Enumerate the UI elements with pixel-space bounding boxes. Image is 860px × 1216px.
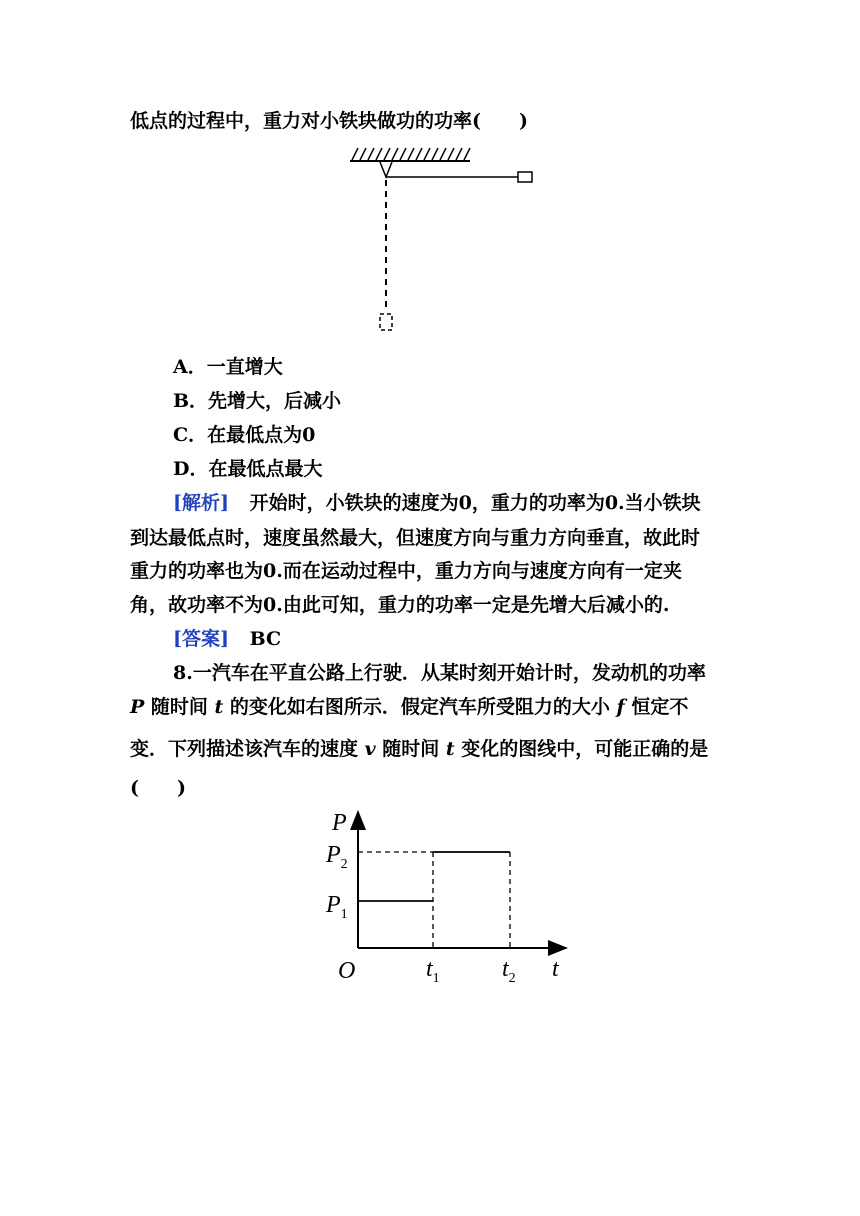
option-d: D．在最低点最大	[173, 458, 323, 480]
pendulum-figure	[340, 140, 540, 340]
power-time-graph	[310, 800, 590, 990]
analysis-line-2: 到达最低点时，速度虽然最大，但速度方向与重力方向垂直，故此时	[130, 527, 701, 549]
analysis-line-3: 重力的功率也为0.而在运动过程中，重力方向与速度方向有一定夹	[130, 560, 682, 582]
p1-label: $P_1$	[326, 892, 348, 922]
answer-value: BC	[249, 628, 282, 650]
t1-label: $t_1$	[426, 956, 440, 986]
q7-stem-tail: 低点的过程中，重力对小铁块做功的功率( )	[130, 110, 528, 132]
origin-label: O	[338, 958, 356, 984]
option-c: C．在最低点为0	[173, 424, 316, 446]
t2-label: $t_2$	[502, 956, 516, 986]
answer-tag: [答案]	[173, 628, 229, 650]
q8-line-2: P 随时间 t 的变化如右图所示．假定汽车所受阻力的大小 f 恒定不	[130, 696, 689, 718]
option-a: A．一直增大	[173, 356, 283, 378]
answer-line	[173, 624, 281, 651]
y-axis-label: P	[332, 810, 347, 836]
analysis-tag: [解析]	[173, 492, 229, 514]
q8-line-3: 变．下列描述该汽车的速度 v 随时间 t 变化的图线中，可能正确的是	[130, 738, 709, 760]
q8-line-1: 8.一汽车在平直公路上行驶．从某时刻开始计时，发动机的功率	[173, 662, 706, 684]
p2-label: $P_2$	[326, 842, 348, 872]
analysis-line-4: 角，故功率不为0.由此可知，重力的功率一定是先增大后减小的.	[130, 594, 670, 616]
option-b: B．先增大，后减小	[173, 390, 342, 412]
x-axis-label: t	[552, 956, 559, 982]
q8-line-4: ( )	[130, 777, 186, 799]
analysis-line-1: [解析] 开始时，小铁块的速度为0，重力的功率为0.当小铁块	[173, 492, 701, 514]
